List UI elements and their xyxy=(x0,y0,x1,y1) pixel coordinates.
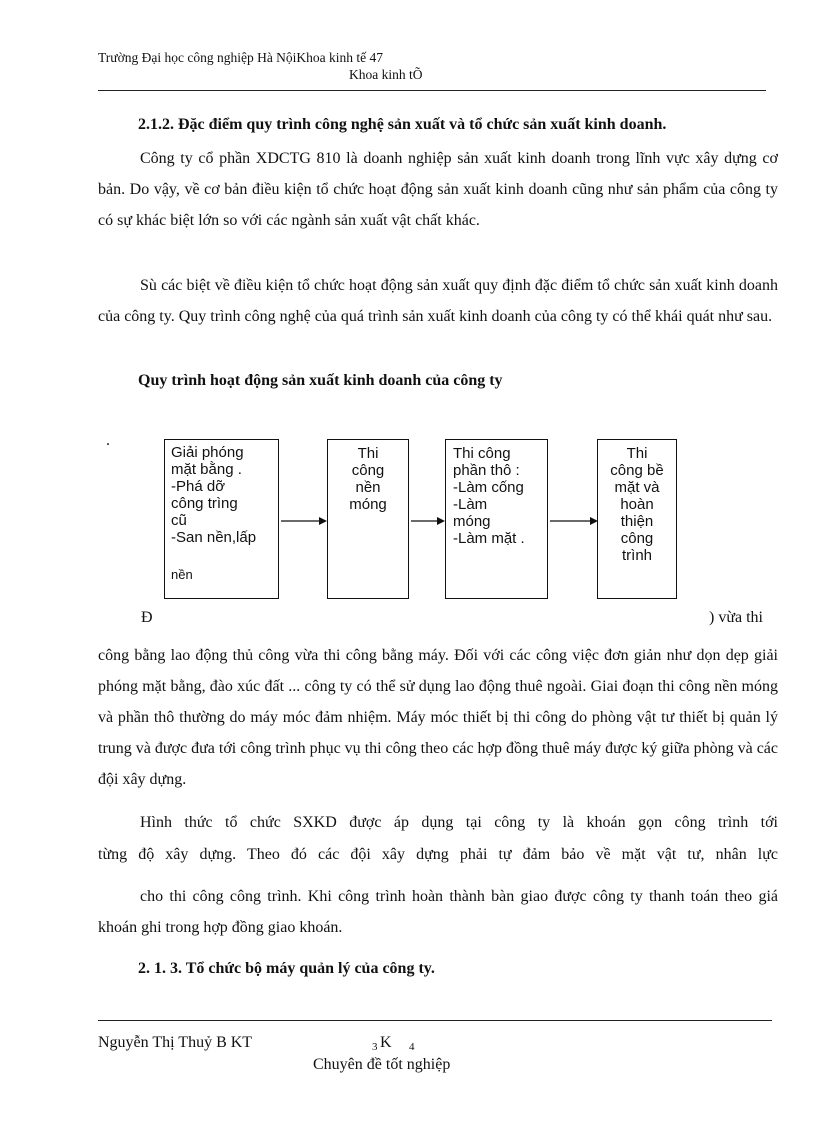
flow-box-line: công xyxy=(351,462,385,479)
flow-box-line: công xyxy=(620,530,654,547)
flow-box-line: -Phá dỡ xyxy=(171,478,226,495)
arrow-icon xyxy=(409,515,447,527)
paragraph-differences: Sù các biệt về điều kiện tổ chức hoạt động sản xuất quy định đặc điểm tổ chức sản xuất kinh doanh của công ty. Quy trình công nghệ của quá trình sản xuất kinh doanh của công ty có thể khái quát như sau. xyxy=(98,277,778,325)
paragraph-organization-line2: từng độ xây dựng. Theo đó các đội xây dựng phải tự đảm bảo về mặt vật tư, nhân lực xyxy=(98,846,778,863)
clipped-text-left: Đ xyxy=(141,609,153,626)
flow-box-line: móng xyxy=(349,496,387,513)
paragraph-payment: cho thi công công trình. Khi công trình hoàn thành bàn giao được công ty thanh toán theo giá khoán ghi trong hợp đồng giao khoán. xyxy=(98,888,778,936)
stray-dot: . xyxy=(106,432,110,449)
header-faculty-line: Khoa kinh tÕ xyxy=(349,67,423,82)
flow-box-surface-finishing xyxy=(597,439,677,599)
arrow-icon xyxy=(279,515,329,527)
section-heading: 2.1.2. Đặc điểm quy trình công nghệ sản xuất và tổ chức sản xuất kinh doanh. xyxy=(138,116,667,133)
arrow-icon xyxy=(548,515,600,527)
flow-box-site-clearance xyxy=(164,439,279,599)
clipped-text-right: ) vừa thi xyxy=(709,609,763,626)
flow-box-line: nền xyxy=(355,479,381,496)
paragraph-construction-methods: công bằng lao động thủ công vừa thi công bằng máy. Đối với các công việc đơn giản như dọn dẹp giải phóng mặt bằng, đào xúc đất ... công ty có thể sử dụng lao động thuê ngoài. Giai đoạn thi công nền móng và phần thô thường do máy móc đảm nhiệm. Máy móc thiết bị thi công do phòng vật tư thiết bị quản lý trung và được đưa tới công trình phục vụ thi công theo các hợp đồng thuê máy được ký giữa phòng và các đội xây dựng. xyxy=(98,647,778,788)
section-heading-management: 2. 1. 3. Tổ chức bộ máy quản lý của công ty. xyxy=(138,960,435,977)
flow-box-line: -Làm cống xyxy=(453,479,524,496)
flow-box-line: mặt và xyxy=(614,479,660,496)
footer-course-k: K xyxy=(380,1034,392,1051)
flow-box-line: -Làm mặt . xyxy=(453,530,525,547)
flow-box-line: -Làm xyxy=(453,496,488,513)
flow-box-line: cũ xyxy=(171,512,187,529)
header-divider xyxy=(98,90,766,91)
flow-box-rough-construction xyxy=(445,439,548,599)
header-school-line: Trường Đại học công nghiệp Hà NộiKhoa kinh tế 47 xyxy=(98,50,384,65)
flow-box-line: công trìng xyxy=(171,495,238,512)
footer-divider xyxy=(98,1020,772,1021)
footer-author: Nguyễn Thị Thuỷ B KT xyxy=(98,1034,253,1051)
flow-box-line: nền xyxy=(171,567,193,582)
flow-box-line: hoàn xyxy=(620,496,654,513)
flow-box-line: Thi xyxy=(626,445,648,462)
flow-box-line: Thi xyxy=(357,445,379,462)
flow-box-line: công bề xyxy=(610,462,664,479)
flow-box-line: phần thô : xyxy=(453,462,520,479)
flow-box-foundation xyxy=(327,439,409,599)
footer-subtitle: Chuyên đề tốt nghiệp xyxy=(313,1056,451,1073)
flow-box-line: thiện xyxy=(620,513,654,530)
paragraph-intro: Công ty cổ phần XDCTG 810 là doanh nghiệp sản xuất kinh doanh trong lĩnh vực xây dựng cơ bản. Do vậy, về cơ bản điều kiện tổ chức hoạt động sản xuất kinh doanh cũng như sản phẩm của công ty có sự khác biệt lớn so với các ngành sản xuất vật chất khác. xyxy=(98,150,778,229)
paragraph-organization-line1: Hình thức tổ chức SXKD được áp dụng tại công ty là khoán gọn công trình tới xyxy=(140,814,778,831)
flow-box-line: Thi công xyxy=(453,445,511,462)
flow-box-line: Giải phóng xyxy=(171,444,244,461)
diagram-title: Quy trình hoạt động sản xuất kinh doanh của công ty xyxy=(138,372,503,389)
flow-box-line: trình xyxy=(621,547,652,564)
flow-box-line: -San nền,lấp xyxy=(171,529,257,546)
footer-course-sub4: 4 xyxy=(409,1041,415,1053)
flow-box-line: mặt bằng . xyxy=(171,461,242,478)
footer-course-sub3: 3 xyxy=(372,1041,378,1053)
flow-box-line: móng xyxy=(453,513,491,530)
